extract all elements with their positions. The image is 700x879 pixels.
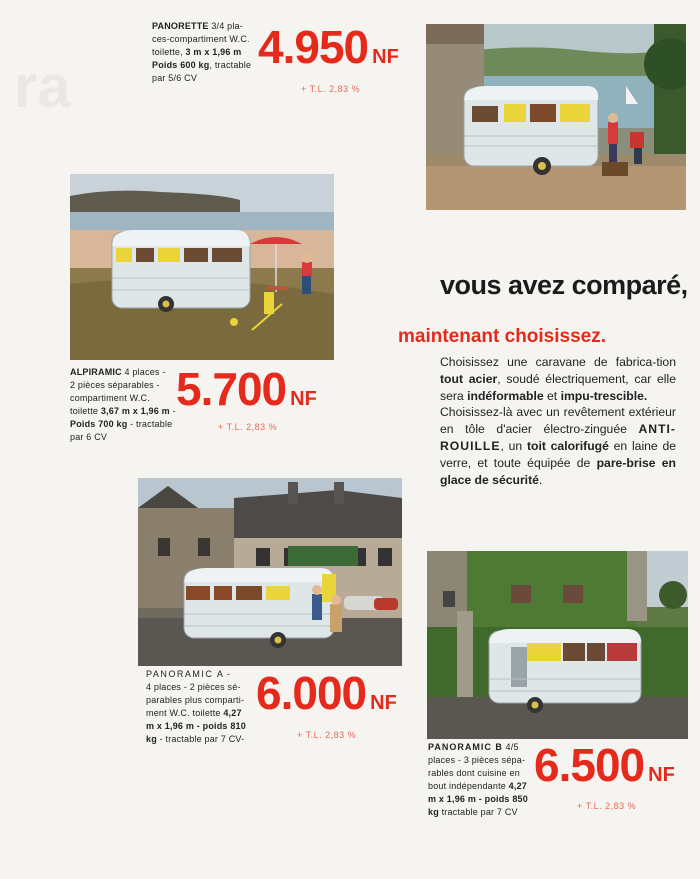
alpiramic-price: 5.700 NF: [176, 363, 317, 415]
alpiramic-description: ALPIRAMIC 4 places - 2 pièces séparables - compartiment W.C. toilette 3,67 m x 1,96 m - Poids 700 kg - tractable par 6 CV: [70, 367, 176, 442]
panorette-price: 4.950 NF: [258, 21, 399, 73]
panoramic-b-name: PANORAMIC B: [428, 742, 503, 752]
panoramic-a-tax: + T.L. 2,83 %: [297, 730, 357, 740]
body-paragraph-1: Choisissez une caravane de fabrica-tion tout acier, soudé électriquement, car elle sera indéformable et impu-trescible.: [440, 355, 676, 403]
panoramic-b-price: 6.500 NF: [534, 739, 675, 791]
body-paragraph-2: Choisissez-là avec un revêtement extérieur en tôle d'acier électro-zinguée ANTI-ROUILLE, un toit calorifugé en laine de verre, et toute équipée de pare-brise en glace de sécurité.: [440, 405, 677, 487]
panorette-name: PANORETTE: [152, 21, 209, 31]
panoramic-b-photo: [427, 551, 688, 739]
panoramic-a-name: PANORAMIC A: [146, 669, 225, 679]
subhead: maintenant choisissez.: [398, 326, 607, 347]
alpiramic-name: ALPIRAMIC: [70, 367, 122, 377]
panorette-photo: [426, 24, 686, 210]
panoramic-a-description: PANORAMIC A - 4 places - 2 pièces sé- parables plus comparti- ment W.C. toilette 4,27 m x 1,96 m - poids 810 kg - tractable par 7 CV-: [146, 669, 246, 744]
body-text: [440, 354, 676, 488]
panorette-tax: + T.L. 2,83 %: [301, 84, 361, 94]
alpiramic-photo: [70, 174, 334, 360]
headline: vous avez comparé,: [440, 270, 688, 300]
panoramic-b-description: PANORAMIC B 4/5 places - 3 pièces sépa- rables dont cuisine en bout indépendante 4,27 m x 1,96 m - poids 850 kg tractable par 7 CV: [428, 742, 528, 817]
alpiramic-tax: + T.L. 2,83 %: [218, 422, 278, 432]
panoramic-b-tax: + T.L. 2,83 %: [577, 801, 637, 811]
panoramic-a-photo: [138, 478, 402, 666]
ghost-text: ra: [14, 53, 71, 120]
panoramic-a-price: 6.000 NF: [256, 667, 397, 719]
panorette-description: PANORETTE 3/4 pla- ces-compartiment W.C. toilette, 3 m x 1,96 m Poids 600 kg, tractable par 5/6 CV: [152, 21, 252, 83]
